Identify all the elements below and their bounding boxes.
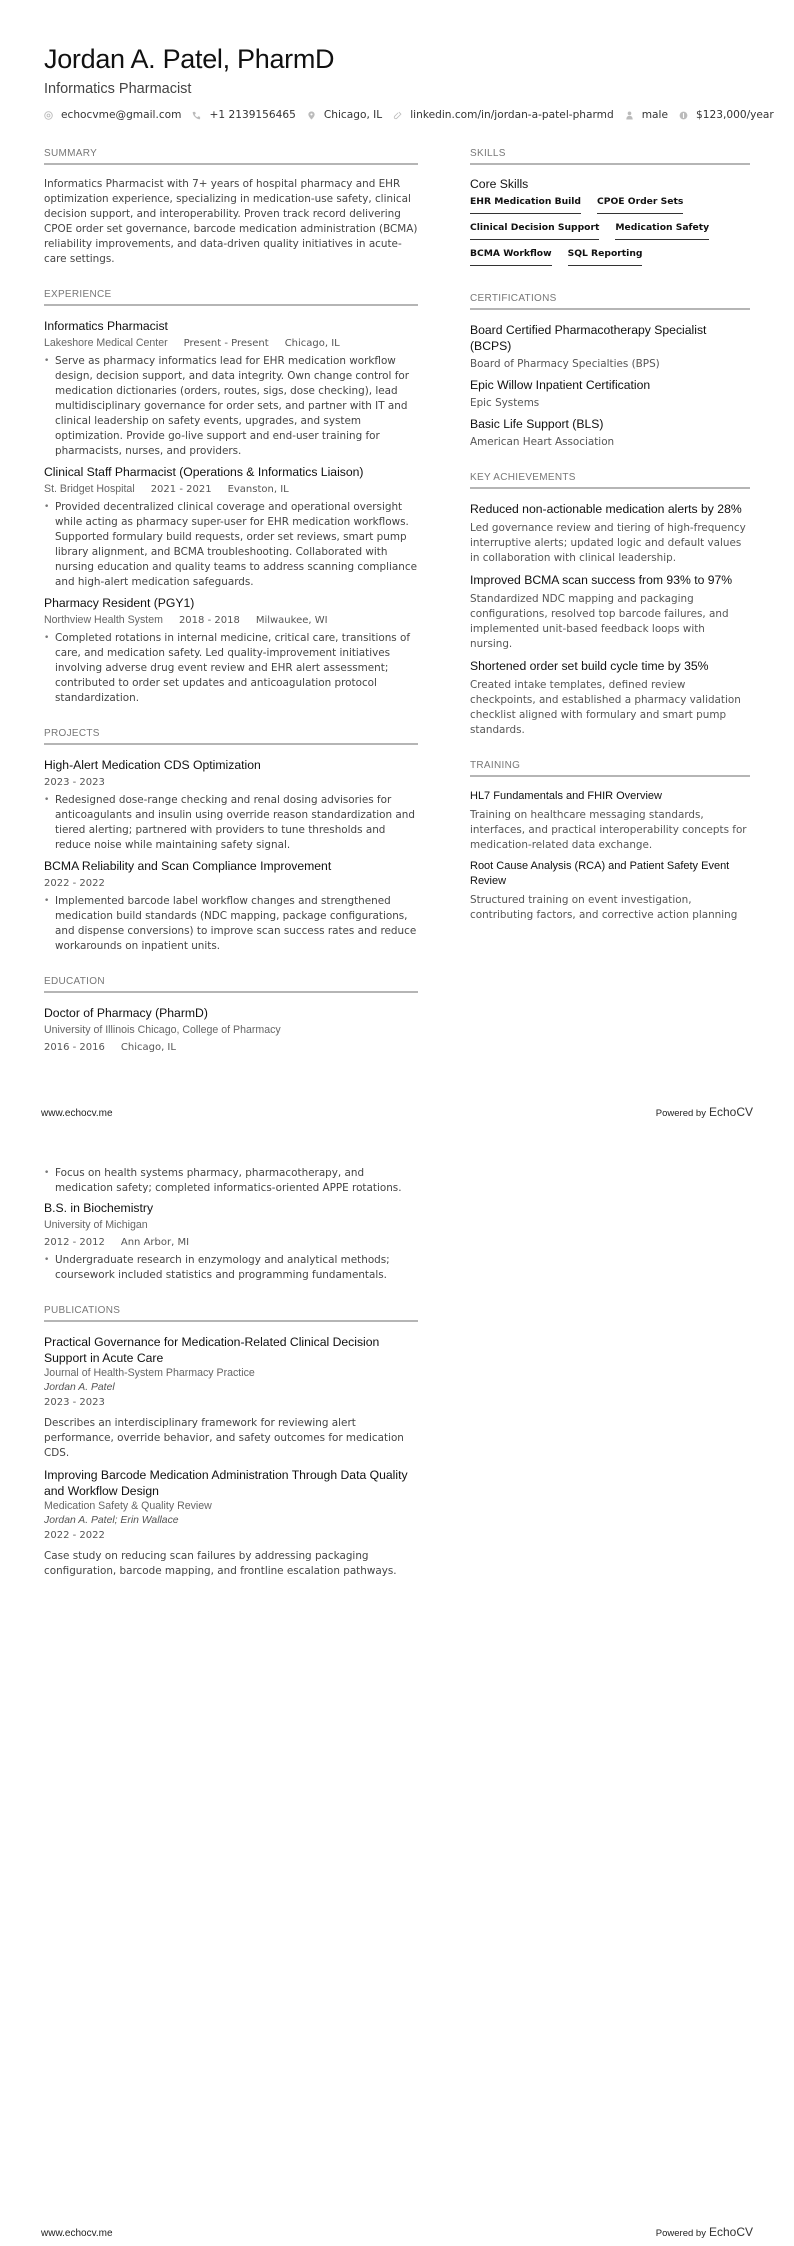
publication-description: Describes an interdisciplinary framework for reviewing alert performance, override behavior, and safety outcomes for medication CDS. (44, 1417, 404, 1459)
job-location: Chicago, IL (284, 338, 340, 349)
contact-location (307, 109, 382, 121)
publication-journal: Journal of Health-System Pharmacy Practice (44, 1367, 255, 1379)
achievement-description: Created intake templates, defined review checkpoints, and established a pharmacy validation checklist aligned with formulary and smart pump standards. (470, 679, 741, 736)
achievement-description: Standardized NDC mapping and packaging configurations, resolved top barcode failures, and implemented unit-based feedback loops with nursing. (470, 593, 729, 650)
school-name: University of Illinois Chicago, College of Pharmacy (44, 1024, 281, 1036)
publication-title: Improving Barcode Medication Administration Through Data Quality and Workflow Design (44, 1468, 408, 1498)
section-heading: EXPERIENCE (44, 289, 418, 306)
contact-row (44, 109, 774, 121)
powered-by-label: Powered by (655, 2228, 706, 2239)
bullet-item: • Implemented barcode label workflow changes and strengthened medication build standards (NDC mapping, package configurations, and dispense conversions) to improve scan success rates and reduce workarounds on inpatient units. (44, 894, 418, 954)
job-bullets (44, 631, 418, 706)
contact-salary (679, 109, 774, 121)
certification-issuer: Epic Systems (470, 397, 540, 409)
section-heading: CERTIFICATIONS (470, 293, 750, 310)
education-section-continued (44, 1166, 418, 1283)
page-footer (41, 1103, 753, 1121)
job-title: Pharmacy Resident (PGY1) (44, 596, 195, 610)
training-description: Structured training on event investigation, contributing factors, and corrective action planning (470, 894, 738, 921)
education-meta (44, 1040, 418, 1055)
project-dates: 2022 - 2022 (44, 878, 105, 889)
degree-title: Doctor of Pharmacy (PharmD) (44, 1006, 208, 1020)
certification-entry (470, 322, 750, 372)
salary-icon (679, 110, 688, 121)
section-heading: KEY ACHIEVEMENTS (470, 472, 750, 489)
project-title: High-Alert Medication CDS Optimization (44, 758, 261, 772)
section-heading: PUBLICATIONS (44, 1305, 418, 1322)
job-title: Informatics Pharmacist (44, 319, 168, 333)
achievement-title: Improved BCMA scan success from 93% to 97% (470, 573, 733, 587)
link-icon (393, 110, 402, 121)
project-title: BCMA Reliability and Scan Compliance Improvement (44, 859, 332, 873)
project-bullets (44, 793, 418, 853)
project-entry (44, 858, 418, 954)
contact-gender (625, 109, 668, 121)
job-dates: Present - Present (183, 338, 269, 349)
skill-chip: EHR Medication Build (470, 193, 581, 214)
job-bullets (44, 354, 418, 459)
publication-description: Case study on reducing scan failures by addressing packaging configuration, barcode mapping, and frontline escalation pathways. (44, 1550, 397, 1577)
gender-text: male (641, 109, 669, 121)
footer-url[interactable]: www.echocv.me (41, 2228, 113, 2239)
job-location: Evanston, IL (227, 484, 289, 495)
skill-chip: CPOE Order Sets (597, 193, 683, 214)
achievement-entry (470, 572, 750, 652)
education-dates: 2012 - 2012 (44, 1237, 105, 1248)
achievement-entry (470, 501, 750, 566)
job-meta (44, 336, 418, 351)
job-title: Clinical Staff Pharmacist (Operations & Informatics Liaison) (44, 465, 364, 479)
location-text: Chicago, IL (323, 109, 383, 121)
publication-dates: 2023 - 2023 (44, 1397, 105, 1408)
footer-powered (656, 1103, 753, 1121)
summary-section (44, 148, 418, 267)
employer: Lakeshore Medical Center (44, 337, 168, 349)
section-heading: TRAINING (470, 760, 750, 777)
publications-section (44, 1305, 418, 1579)
left-column (44, 148, 418, 1060)
education-meta (44, 1235, 418, 1250)
bullet-item: • Serve as pharmacy informatics lead for EHR medication workflow design, decision support, and data integrity. Own change control for medication dictionaries (orders, routes, sigs, dose checking), lead multidisciplinary governance for order sets, and partner with IT and clinical leadership on safety events, upgrades, and system optimization. Provide go-live support and end-user training for pharmacists, nurses, and providers. (44, 354, 418, 459)
training-description: Training on healthcare messaging standards, interfaces, and practical interoperability concepts for medication-related data exchange. (470, 809, 747, 851)
certification-issuer: American Heart Association (470, 436, 615, 448)
project-entry (44, 757, 418, 853)
education-entry (44, 1005, 418, 1055)
certification-entry (470, 377, 750, 411)
resume-header (44, 42, 774, 121)
email-text: echocvme@gmail.com (61, 109, 182, 121)
training-entry (470, 859, 750, 923)
job-meta (44, 482, 418, 497)
footer-powered (656, 2223, 753, 2241)
education-entry (44, 1200, 418, 1283)
education-section (44, 976, 418, 1055)
bullet-item: • Redesigned dose-range checking and renal dosing advisories for anticoagulants and insulin using override reason standardization and tiered alerting; partnered with providers to tune thresholds and reduce noise while maintaining safety signal. (44, 793, 418, 853)
publication-title: Practical Governance for Medication-Related Clinical Decision Support in Acute Care (44, 1335, 380, 1365)
bullet-item: • Completed rotations in internal medicine, critical care, transitions of care, and medication safety. Led quality-improvement initiatives involving adverse drug event review and EHR alert assessment; contributed to order set updates and anticoagulation protocol standardization. (44, 631, 418, 706)
experience-entry (44, 318, 418, 459)
project-dates: 2023 - 2023 (44, 777, 105, 788)
certification-title: Epic Willow Inpatient Certification (470, 378, 651, 392)
section-heading: SUMMARY (44, 148, 418, 165)
section-heading: EDUCATION (44, 976, 418, 993)
footer-url[interactable]: www.echocv.me (41, 1108, 113, 1119)
skill-chip: SQL Reporting (568, 245, 643, 266)
school-name: University of Michigan (44, 1219, 148, 1231)
achievement-title: Reduced non-actionable medication alerts by 28% (470, 502, 742, 516)
left-column-continued (44, 1166, 418, 1585)
project-meta (44, 876, 418, 891)
bullet-item: • Focus on health systems pharmacy, pharmacotherapy, and medication safety; completed informatics-oriented APPE rotations. (44, 1166, 418, 1196)
publication-dates: 2022 - 2022 (44, 1530, 105, 1541)
candidate-name: Jordan A. Patel, PharmD (44, 44, 335, 74)
summary-text: Informatics Pharmacist with 7+ years of hospital pharmacy and EHR optimization experience, specializing in medication-use safety, clinical decision support, and interoperability. Proven track record delivering CPOE order set governance, barcode medication administration (BCMA) reliability improvements, and data-driven quality initiatives in acute-care settings. (44, 178, 418, 265)
education-location: Ann Arbor, MI (120, 1237, 190, 1248)
contact-linkedin[interactable] (393, 109, 614, 121)
section-heading: PROJECTS (44, 728, 418, 745)
education-bullets (44, 1166, 418, 1196)
skill-chip: Clinical Decision Support (470, 219, 599, 240)
project-bullets (44, 894, 418, 954)
education-meta (44, 1023, 418, 1038)
education-meta (44, 1218, 418, 1233)
publication-authors: Jordan A. Patel (44, 1382, 115, 1393)
publication-entry (44, 1467, 418, 1579)
job-meta (44, 613, 418, 628)
bullet-item: • Undergraduate research in enzymology and analytical methods; coursework included statistics and programming fundamentals. (44, 1253, 418, 1283)
brand-name[interactable]: EchoCV (708, 2225, 753, 2239)
certification-issuer: Board of Pharmacy Specialties (BPS) (470, 358, 660, 370)
job-location: Milwaukee, WI (255, 615, 328, 626)
achievement-entry (470, 658, 750, 738)
linkedin-text: linkedin.com/in/jordan-a-patel-pharmd (410, 109, 614, 121)
achievements-section (470, 472, 750, 738)
education-bullets (44, 1253, 418, 1283)
page-footer (41, 2223, 753, 2241)
bullet-item: • Provided decentralized clinical coverage and operational oversight while acting as pharmacy super-user for EHR medication workflows. Supported formulary build requests, order set reviews, smart pump library alignment, and BCMA troubleshooting. Collaborated with nursing education and quality teams to address scanning compliance and high-alert medication safeguards. (44, 500, 418, 590)
job-dates: 2018 - 2018 (178, 615, 240, 626)
skill-chip: BCMA Workflow (470, 245, 552, 266)
certifications-section (470, 293, 750, 450)
phone-icon (192, 110, 201, 121)
certification-entry (470, 416, 750, 450)
job-dates: 2021 - 2021 (150, 484, 212, 495)
powered-by-label: Powered by (655, 1108, 706, 1119)
skills-group-title: Core Skills (470, 177, 529, 191)
phone-text: +1 2139156465 (209, 109, 296, 121)
resume-page-2 (0, 1123, 794, 2246)
training-title: HL7 Fundamentals and FHIR Overview (470, 790, 662, 802)
salary-text: $123,000/year (696, 109, 774, 121)
employer: Northview Health System (44, 614, 163, 626)
at-icon (44, 110, 53, 121)
training-section (470, 760, 750, 923)
contact-email[interactable] (44, 109, 181, 121)
skills-section (470, 148, 750, 271)
section-heading: SKILLS (470, 148, 750, 165)
candidate-title: Informatics Pharmacist (44, 81, 192, 97)
skills-list (470, 193, 750, 271)
publication-authors: Jordan A. Patel; Erin Wallace (44, 1515, 179, 1526)
training-entry (470, 789, 750, 853)
right-column (470, 148, 750, 929)
degree-title: B.S. in Biochemistry (44, 1201, 154, 1215)
certification-title: Board Certified Pharmacotherapy Specialist (BCPS) (470, 323, 707, 353)
contact-phone[interactable] (192, 109, 295, 121)
job-bullets (44, 500, 418, 590)
projects-section (44, 728, 418, 954)
publication-entry (44, 1334, 418, 1461)
education-dates: 2016 - 2016 (44, 1042, 105, 1053)
experience-entry (44, 464, 418, 590)
location-pin-icon (307, 110, 316, 121)
achievement-description: Led governance review and tiering of high-frequency interruptive alerts; updated logic and default values in collaboration with clinical leadership. (470, 522, 746, 564)
achievement-title: Shortened order set build cycle time by 35% (470, 659, 709, 673)
certification-title: Basic Life Support (BLS) (470, 417, 604, 431)
employer: St. Bridget Hospital (44, 483, 135, 495)
experience-section (44, 289, 418, 706)
training-title: Root Cause Analysis (RCA) and Patient Safety Event Review (470, 860, 730, 887)
education-location: Chicago, IL (120, 1042, 176, 1053)
publication-journal: Medication Safety & Quality Review (44, 1500, 212, 1512)
skill-chip: Medication Safety (615, 219, 709, 240)
project-meta (44, 775, 418, 790)
brand-name[interactable]: EchoCV (708, 1105, 753, 1119)
person-icon (625, 110, 634, 121)
experience-entry (44, 595, 418, 706)
